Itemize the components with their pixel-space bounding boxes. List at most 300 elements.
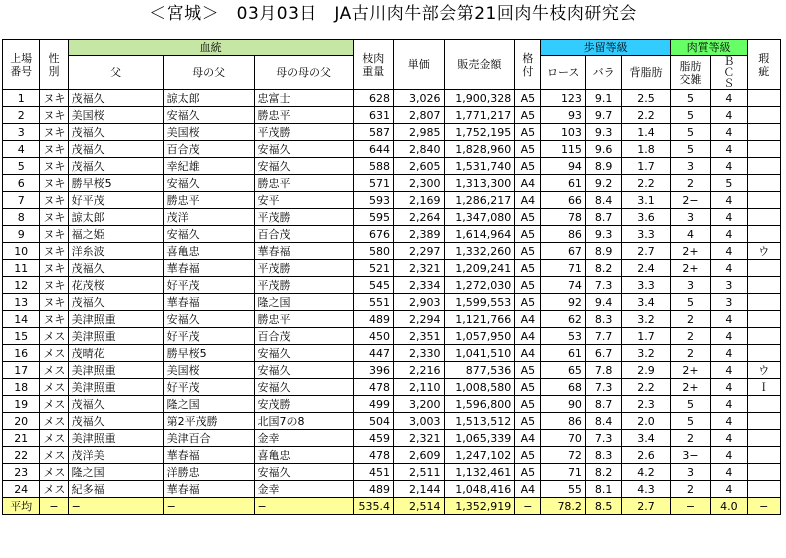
cell-defect — [747, 430, 780, 447]
header-back-fat: 背脂肪 — [622, 56, 670, 90]
cell-back-fat: 3.3 — [622, 277, 670, 294]
cell-grade: A5 — [515, 226, 541, 243]
cell-ribeye: 62 — [541, 311, 585, 328]
cell-bcs: 4 — [711, 260, 747, 277]
cell-marbling: 2+ — [670, 362, 710, 379]
cell-marbling: 2+ — [670, 243, 710, 260]
cell-lot-number: 22 — [3, 447, 40, 464]
cell-dam-sire: 洋勝忠 — [163, 464, 254, 481]
average-dam-sire: − — [163, 498, 254, 515]
cell-dam-dam-sire: 百合茂 — [254, 328, 353, 345]
cell-carcass-weight: 580 — [353, 243, 393, 260]
cell-grade: A5 — [515, 277, 541, 294]
cell-grade: A4 — [515, 481, 541, 498]
cell-carcass-weight: 628 — [353, 90, 393, 107]
cell-carcass-weight: 447 — [353, 345, 393, 362]
cell-bcs: 4 — [711, 311, 747, 328]
table-row — [3, 328, 781, 345]
cell-back-fat: 1.7 — [622, 158, 670, 175]
cell-dam-dam-sire: 華春福 — [254, 243, 353, 260]
cell-sire: 茂福久 — [68, 260, 163, 277]
cell-sales-amount: 1,596,800 — [444, 396, 515, 413]
cell-back-fat: 2.2 — [622, 175, 670, 192]
table-row — [3, 447, 781, 464]
cell-rib: 8.3 — [585, 311, 621, 328]
cell-ribeye: 71 — [541, 464, 585, 481]
cell-back-fat: 4.3 — [622, 481, 670, 498]
cell-dam-sire: 好平茂 — [163, 277, 254, 294]
cell-back-fat: 2.7 — [622, 243, 670, 260]
cell-carcass-weight: 478 — [353, 379, 393, 396]
cell-sire: 勝早桜5 — [68, 175, 163, 192]
cell-sales-amount: 1,347,080 — [444, 209, 515, 226]
cell-back-fat: 3.1 — [622, 192, 670, 209]
cell-lot-number: 24 — [3, 481, 40, 498]
cell-marbling: 3− — [670, 447, 710, 464]
cell-dam-dam-sire: 喜亀忠 — [254, 447, 353, 464]
cell-sex: ヌキ — [40, 141, 68, 158]
cell-back-fat: 1.8 — [622, 141, 670, 158]
cell-back-fat: 2.3 — [622, 396, 670, 413]
cell-marbling: 2+ — [670, 379, 710, 396]
cell-dam-sire: 喜亀忠 — [163, 243, 254, 260]
cell-dam-dam-sire: 隆之国 — [254, 294, 353, 311]
header-quality-grade-group: 肉質等級 — [670, 40, 747, 56]
cell-dam-sire: 茂洋 — [163, 209, 254, 226]
cell-ribeye: 68 — [541, 379, 585, 396]
cell-defect — [747, 294, 780, 311]
cell-marbling: 2− — [670, 192, 710, 209]
average-rib: 8.5 — [585, 498, 621, 515]
table-row — [3, 379, 781, 396]
cell-unit-price: 3,026 — [393, 90, 444, 107]
average-sire: − — [68, 498, 163, 515]
cell-sire: 茂福久 — [68, 141, 163, 158]
cell-unit-price: 2,840 — [393, 141, 444, 158]
cell-marbling: 3 — [670, 209, 710, 226]
cell-bcs: 3 — [711, 294, 747, 311]
cell-carcass-weight: 644 — [353, 141, 393, 158]
cell-carcass-weight: 489 — [353, 311, 393, 328]
cell-lot-number: 19 — [3, 396, 40, 413]
cell-sire: 好平茂 — [68, 192, 163, 209]
cell-carcass-weight: 459 — [353, 430, 393, 447]
cell-ribeye: 90 — [541, 396, 585, 413]
cell-sex: メス — [40, 345, 68, 362]
cell-marbling: 2 — [670, 175, 710, 192]
cell-dam-sire: 華春福 — [163, 260, 254, 277]
cell-lot-number: 16 — [3, 345, 40, 362]
table-row — [3, 141, 781, 158]
cell-grade: A5 — [515, 379, 541, 396]
cell-dam-dam-sire: 平茂勝 — [254, 209, 353, 226]
cell-sales-amount: 1,286,217 — [444, 192, 515, 209]
cell-rib: 8.7 — [585, 209, 621, 226]
cell-carcass-weight: 504 — [353, 413, 393, 430]
average-weight: 535.4 — [353, 498, 393, 515]
cell-carcass-weight: 489 — [353, 481, 393, 498]
header-sire: 父 — [68, 56, 163, 90]
cell-unit-price: 2,389 — [393, 226, 444, 243]
cell-dam-sire: 勝忠平 — [163, 192, 254, 209]
cell-marbling: 3 — [670, 158, 710, 175]
header-ribeye: ロース — [541, 56, 585, 90]
table-row — [3, 413, 781, 430]
cell-dam-sire: 安福久 — [163, 107, 254, 124]
cell-bcs: 3 — [711, 277, 747, 294]
cell-carcass-weight: 588 — [353, 158, 393, 175]
cell-rib: 8.2 — [585, 464, 621, 481]
cell-marbling: 2 — [670, 430, 710, 447]
cell-marbling: 2+ — [670, 260, 710, 277]
cell-sire: 紀多福 — [68, 481, 163, 498]
cell-bcs: 4 — [711, 107, 747, 124]
cell-defect — [747, 124, 780, 141]
cell-sire: 福之姫 — [68, 226, 163, 243]
cell-lot-number: 11 — [3, 260, 40, 277]
cell-sex: ヌキ — [40, 124, 68, 141]
cell-carcass-weight: 571 — [353, 175, 393, 192]
cell-bcs: 4 — [711, 209, 747, 226]
cell-unit-price: 2,294 — [393, 311, 444, 328]
cell-sex: ヌキ — [40, 192, 68, 209]
cell-defect: Ｉ — [747, 379, 780, 396]
cell-dam-sire: 好平茂 — [163, 328, 254, 345]
cell-rib: 9.1 — [585, 90, 621, 107]
cell-back-fat: 2.2 — [622, 379, 670, 396]
cell-bcs: 4 — [711, 464, 747, 481]
cell-unit-price: 2,985 — [393, 124, 444, 141]
cell-bcs: 4 — [711, 345, 747, 362]
cell-ribeye: 115 — [541, 141, 585, 158]
header-dam-dam-sire: 母の母の父 — [254, 56, 353, 90]
cell-dam-dam-sire: 平茂勝 — [254, 277, 353, 294]
cell-marbling: 5 — [670, 413, 710, 430]
cell-defect — [747, 277, 780, 294]
cell-dam-sire: 勝早桜5 — [163, 345, 254, 362]
cell-sex: メス — [40, 379, 68, 396]
cell-marbling: 2 — [670, 311, 710, 328]
cell-ribeye: 67 — [541, 243, 585, 260]
cell-back-fat: 2.9 — [622, 362, 670, 379]
cell-lot-number: 8 — [3, 209, 40, 226]
cell-unit-price: 3,003 — [393, 413, 444, 430]
cell-dam-sire: 隆之国 — [163, 396, 254, 413]
table-row — [3, 277, 781, 294]
cell-unit-price: 2,511 — [393, 464, 444, 481]
cell-carcass-weight: 450 — [353, 328, 393, 345]
cell-sire: 洋糸波 — [68, 243, 163, 260]
cell-back-fat: 2.0 — [622, 413, 670, 430]
table-row — [3, 464, 781, 481]
average-bcs: 4.0 — [711, 498, 747, 515]
cell-defect — [747, 328, 780, 345]
cell-back-fat: 2.2 — [622, 107, 670, 124]
cell-ribeye: 66 — [541, 192, 585, 209]
table-row — [3, 226, 781, 243]
cell-sales-amount: 1,900,328 — [444, 90, 515, 107]
cell-sex: メス — [40, 430, 68, 447]
cell-unit-price: 2,144 — [393, 481, 444, 498]
cell-sex: メス — [40, 362, 68, 379]
cell-dam-sire: 百合茂 — [163, 141, 254, 158]
cell-bcs: 4 — [711, 396, 747, 413]
table-row — [3, 260, 781, 277]
cell-sire: 美国桜 — [68, 107, 163, 124]
cell-bcs: 4 — [711, 430, 747, 447]
header-carcass-weight: 枝肉 重量 — [353, 40, 393, 90]
cell-carcass-weight: 676 — [353, 226, 393, 243]
cell-marbling: 3 — [670, 277, 710, 294]
average-label: 平均 — [3, 498, 40, 515]
cell-back-fat: 1.7 — [622, 328, 670, 345]
cell-dam-dam-sire: 平茂勝 — [254, 260, 353, 277]
cell-grade: A5 — [515, 260, 541, 277]
header-pedigree-group: 血統 — [68, 40, 353, 56]
cell-rib: 7.8 — [585, 362, 621, 379]
cell-dam-sire: 華春福 — [163, 481, 254, 498]
cell-lot-number: 2 — [3, 107, 40, 124]
cell-ribeye: 61 — [541, 345, 585, 362]
cell-dam-dam-sire: 北国7の8 — [254, 413, 353, 430]
cell-rib: 7.3 — [585, 277, 621, 294]
cell-dam-sire: 幸紀雄 — [163, 158, 254, 175]
cell-sire: 茂福久 — [68, 396, 163, 413]
cell-back-fat: 2.6 — [622, 447, 670, 464]
cell-rib: 7.3 — [585, 379, 621, 396]
cell-dam-dam-sire: 安福久 — [254, 141, 353, 158]
cell-ribeye: 92 — [541, 294, 585, 311]
cell-unit-price: 2,321 — [393, 430, 444, 447]
cell-grade: A5 — [515, 243, 541, 260]
cell-rib: 8.9 — [585, 243, 621, 260]
header-rib: バラ — [585, 56, 621, 90]
cell-carcass-weight: 451 — [353, 464, 393, 481]
cell-sire: 美津照重 — [68, 379, 163, 396]
cell-grade: A4 — [515, 175, 541, 192]
cell-ribeye: 86 — [541, 226, 585, 243]
cell-unit-price: 2,216 — [393, 362, 444, 379]
cell-sire: 茂福久 — [68, 294, 163, 311]
cell-sire: 諒太郎 — [68, 209, 163, 226]
cell-rib: 7.3 — [585, 430, 621, 447]
cell-sire: 茂福久 — [68, 90, 163, 107]
cell-unit-price: 2,807 — [393, 107, 444, 124]
cell-rib: 7.7 — [585, 328, 621, 345]
cell-unit-price: 2,297 — [393, 243, 444, 260]
cell-sales-amount: 1,272,030 — [444, 277, 515, 294]
cell-marbling: 5 — [670, 141, 710, 158]
cell-unit-price: 3,200 — [393, 396, 444, 413]
table-row — [3, 175, 781, 192]
cell-marbling: 5 — [670, 107, 710, 124]
cell-bcs: 4 — [711, 413, 747, 430]
cell-back-fat: 3.2 — [622, 311, 670, 328]
table-row — [3, 362, 781, 379]
cell-unit-price: 2,351 — [393, 328, 444, 345]
average-ribeye: 78.2 — [541, 498, 585, 515]
cell-grade: A5 — [515, 413, 541, 430]
cell-unit-price: 2,605 — [393, 158, 444, 175]
cell-bcs: 4 — [711, 379, 747, 396]
cell-rib: 9.4 — [585, 294, 621, 311]
cell-sire: 美津照重 — [68, 328, 163, 345]
cell-lot-number: 10 — [3, 243, 40, 260]
cell-carcass-weight: 521 — [353, 260, 393, 277]
cell-bcs: 4 — [711, 481, 747, 498]
cell-dam-dam-sire: 安平 — [254, 192, 353, 209]
cell-sire: 茂洋美 — [68, 447, 163, 464]
cell-dam-sire: 美津百合 — [163, 430, 254, 447]
cell-marbling: 5 — [670, 396, 710, 413]
header-defect: 瑕 疵 — [747, 40, 780, 90]
cell-bcs: 4 — [711, 192, 747, 209]
cell-dam-dam-sire: 忠富士 — [254, 90, 353, 107]
cell-defect: ウ — [747, 243, 780, 260]
header-bcs: Ｂ Ｃ Ｓ — [711, 56, 747, 90]
cell-back-fat: 3.3 — [622, 226, 670, 243]
cell-lot-number: 14 — [3, 311, 40, 328]
cell-bcs: 4 — [711, 141, 747, 158]
cell-lot-number: 3 — [3, 124, 40, 141]
cell-lot-number: 23 — [3, 464, 40, 481]
cell-carcass-weight: 478 — [353, 447, 393, 464]
cell-carcass-weight: 593 — [353, 192, 393, 209]
cell-dam-dam-sire: 平茂勝 — [254, 124, 353, 141]
cell-ribeye: 103 — [541, 124, 585, 141]
cell-defect — [747, 226, 780, 243]
cell-grade: A4 — [515, 311, 541, 328]
cell-dam-sire: 華春福 — [163, 294, 254, 311]
average-row — [3, 498, 781, 515]
cell-bcs: 4 — [711, 328, 747, 345]
cell-ribeye: 61 — [541, 175, 585, 192]
cell-carcass-weight: 545 — [353, 277, 393, 294]
cell-sales-amount: 1,332,260 — [444, 243, 515, 260]
cell-carcass-weight: 499 — [353, 396, 393, 413]
cell-back-fat: 3.4 — [622, 294, 670, 311]
cell-sex: メス — [40, 328, 68, 345]
cell-dam-dam-sire: 勝忠平 — [254, 107, 353, 124]
table-row — [3, 294, 781, 311]
cell-dam-sire: 安福久 — [163, 226, 254, 243]
cell-rib: 8.9 — [585, 158, 621, 175]
cell-sales-amount: 1,828,960 — [444, 141, 515, 158]
average-amount: 1,352,919 — [444, 498, 515, 515]
cell-dam-dam-sire: 金幸 — [254, 481, 353, 498]
header-lot-number: 上場 番号 — [3, 40, 40, 90]
cell-back-fat: 4.2 — [622, 464, 670, 481]
cell-dam-dam-sire: 安福久 — [254, 464, 353, 481]
cell-ribeye: 53 — [541, 328, 585, 345]
cell-grade: A4 — [515, 345, 541, 362]
table-row — [3, 90, 781, 107]
cell-sales-amount: 1,313,300 — [444, 175, 515, 192]
cell-sales-amount: 1,132,461 — [444, 464, 515, 481]
cell-back-fat: 3.2 — [622, 345, 670, 362]
cell-rib: 9.7 — [585, 107, 621, 124]
cell-sex: ヌキ — [40, 209, 68, 226]
cell-defect — [747, 158, 780, 175]
table-row — [3, 209, 781, 226]
cell-marbling: 5 — [670, 294, 710, 311]
cell-rib: 8.1 — [585, 481, 621, 498]
cell-dam-sire: 安福久 — [163, 311, 254, 328]
cell-sire: 茂福久 — [68, 158, 163, 175]
cell-sales-amount: 1,041,510 — [444, 345, 515, 362]
table-row — [3, 107, 781, 124]
cell-dam-dam-sire: 勝忠平 — [254, 175, 353, 192]
cell-bcs: 4 — [711, 124, 747, 141]
cell-marbling: 5 — [670, 124, 710, 141]
cell-lot-number: 5 — [3, 158, 40, 175]
cell-sire: 美津照重 — [68, 430, 163, 447]
cell-lot-number: 6 — [3, 175, 40, 192]
cell-defect — [747, 141, 780, 158]
cell-carcass-weight: 595 — [353, 209, 393, 226]
cell-bcs: 4 — [711, 226, 747, 243]
cell-ribeye: 86 — [541, 413, 585, 430]
cell-ribeye: 74 — [541, 277, 585, 294]
page-title: ＜宮城＞ 03月03日 JA古川肉牛部会第21回肉牛枝肉研究会 — [149, 4, 637, 24]
cell-defect — [747, 175, 780, 192]
cell-grade: A5 — [515, 464, 541, 481]
cell-dam-sire: 安福久 — [163, 175, 254, 192]
cell-back-fat: 3.6 — [622, 209, 670, 226]
header-grade: 格 付 — [515, 40, 541, 90]
table-row — [3, 243, 781, 260]
cell-sex: メス — [40, 396, 68, 413]
cell-sire: 茂福久 — [68, 124, 163, 141]
cell-defect — [747, 345, 780, 362]
cell-dam-sire: 美国桜 — [163, 124, 254, 141]
cell-carcass-weight: 551 — [353, 294, 393, 311]
cell-defect — [747, 107, 780, 124]
cell-back-fat: 3.4 — [622, 430, 670, 447]
cell-bcs: 4 — [711, 243, 747, 260]
cell-grade: A5 — [515, 90, 541, 107]
table-row — [3, 345, 781, 362]
cell-grade: A5 — [515, 209, 541, 226]
cell-marbling: 5 — [670, 90, 710, 107]
cell-rib: 8.4 — [585, 192, 621, 209]
table-row — [3, 311, 781, 328]
cell-ribeye: 71 — [541, 260, 585, 277]
cell-sex: ヌキ — [40, 260, 68, 277]
cell-rib: 9.6 — [585, 141, 621, 158]
cell-rib: 8.3 — [585, 447, 621, 464]
cell-sales-amount: 1,121,766 — [444, 311, 515, 328]
cell-back-fat: 2.5 — [622, 90, 670, 107]
cell-unit-price: 2,321 — [393, 260, 444, 277]
table-row — [3, 124, 781, 141]
carcass-results-table — [2, 39, 781, 515]
cell-unit-price: 2,330 — [393, 345, 444, 362]
cell-carcass-weight: 587 — [353, 124, 393, 141]
cell-grade: A5 — [515, 396, 541, 413]
cell-grade: A4 — [515, 430, 541, 447]
cell-sex: メス — [40, 464, 68, 481]
cell-sales-amount: 1,247,102 — [444, 447, 515, 464]
cell-lot-number: 20 — [3, 413, 40, 430]
average-marbling: − — [670, 498, 710, 515]
header-unit-price: 単価 — [393, 40, 444, 90]
cell-dam-dam-sire: 安福久 — [254, 362, 353, 379]
cell-unit-price: 2,334 — [393, 277, 444, 294]
cell-unit-price: 2,609 — [393, 447, 444, 464]
cell-sire: 美津照重 — [68, 311, 163, 328]
cell-grade: A5 — [515, 362, 541, 379]
